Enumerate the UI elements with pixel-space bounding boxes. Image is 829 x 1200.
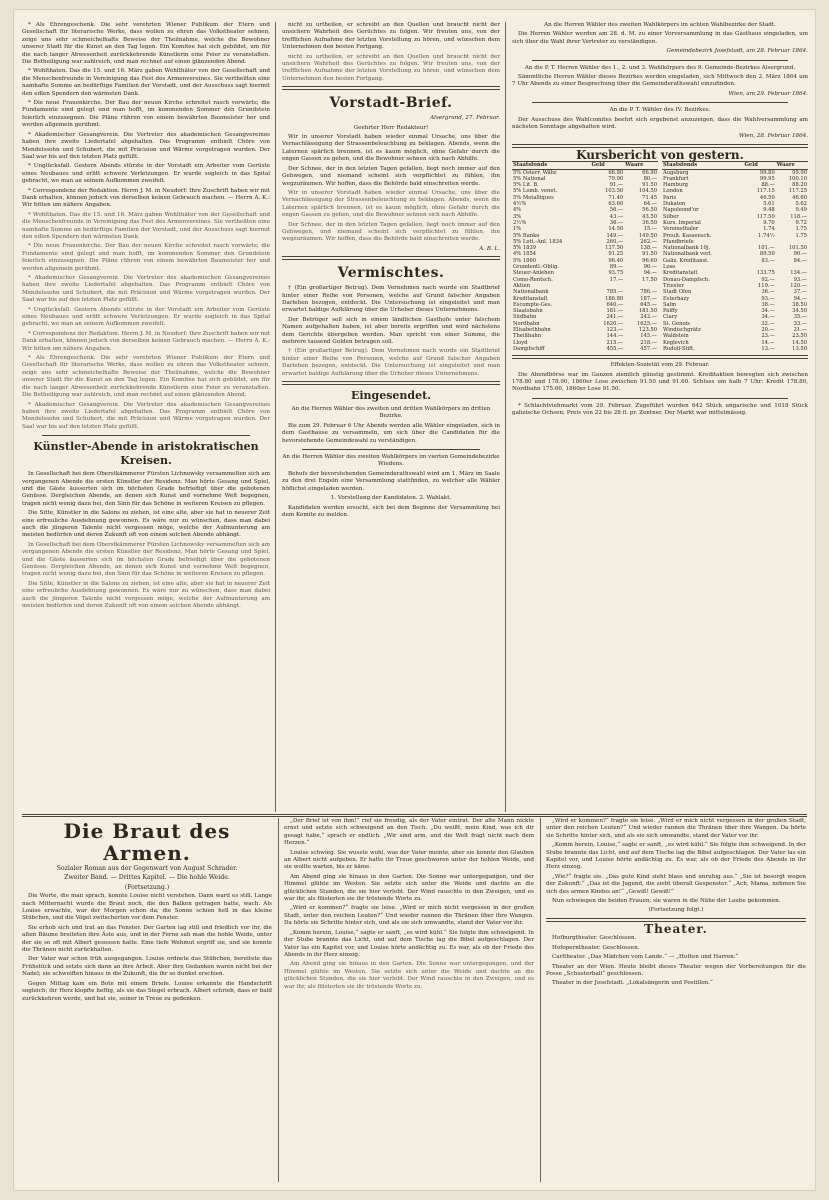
security-name: Lloyd: [513, 339, 528, 346]
theater-listing: Carltheater. „Das Mädchen vom Lande.“ — „Hutten und Harren.“: [552, 954, 739, 961]
news-item: * Wohlthaten. Das die 15. und 16. März gaben Wohlthäter von der Gesellschaft und die Menschenfreunde in Vereinigung das Fest des Armenvereines. Sie vertheilten eine namhafte Summe an bedürftige Familien der Vorstadt, und der Ausschuss sagt hiermit den edlen Spendern den wärmsten Dank.: [22, 211, 270, 240]
price-cell: 137.50: [605, 245, 624, 252]
price-cell: 13.50: [792, 345, 807, 352]
security-name: 5% Lit. B.: [513, 182, 539, 189]
security-name: Escompte-Ges.: [513, 301, 553, 308]
price-cell: 91.—: [609, 182, 624, 189]
news-item: * Akademischer Gesangverein. Die Vertreter des akademischen Gesangvereines haben ihre zweite Liedertafel abgehalten. Das Programm enthielt Chöre von Mendelssohn und Schubert, die mit Präcision und Wärme vorgetragen wurden. Der Saal war bis auf den letzten Platz gefüllt.: [22, 401, 270, 430]
price-cell: 89.50: [759, 251, 775, 258]
price-cell: 43.50: [642, 213, 657, 220]
table-row: [662, 169, 808, 176]
price-cell: 43.—: [609, 213, 624, 220]
security-name: 4% 1854: [513, 251, 537, 258]
news-item: * Unglücksfall. Gestern Abends stürzte in der Vorstadt ein Arbeiter vom Gerüste eines Neubaues und erlitt schwere Verletzungen. Er wurde sogleich in das Spital gebracht, wo man an seinem Aufkommen zweifelt.: [22, 163, 270, 185]
security-name: Salm: [663, 301, 677, 308]
price-cell: 9.49: [795, 207, 807, 214]
price-cell: 187.—: [640, 295, 657, 302]
price-cell: 63.60: [608, 201, 624, 208]
security-name: Frankfurt: [663, 175, 689, 182]
notice-paragraph: Der Ausschuss des Wahlcomites beehrt sich ergebenst anzuzeigen, dass die Wahlversammlung am nächsten Sonntage abgehalten wird.: [512, 116, 808, 131]
price-cell: 94.—: [643, 270, 657, 277]
security-name: 2½%: [513, 219, 527, 226]
security-name: Paris: [663, 194, 677, 201]
price-cell: 119.—: [758, 282, 775, 289]
news-item: * Unglücksfall. Gestern Abends stürzte in der Vorstadt ein Arbeiter vom Gerüste eines Neubaues und erlitt schwere Verletzungen. Er wurde sogleich in das Spital gebracht, wo man an seinem Aufkommen zweifelt.: [22, 306, 270, 328]
news-item: * Akademischer Gesangverein. Die Vertreter des akademischen Gesangvereines haben ihre zweite Liedertafel abgehalten. Das Programm enthielt Chöre von Mendelssohn und Schubert, die mit Präcision und Wärme vorgetragen wurden. Der Saal war bis auf den letzten Platz gefüllt.: [22, 131, 270, 160]
security-name: Pfandbriefe: [663, 238, 694, 245]
article-paragraph: Wir in unserer Vorstadt haben wieder einmal Ursache, uns über die Vernachlässigung der Strassenbeleuchtung zu beklagen. Abends, wenn die Laternen spärlich brennen, ist es kaum möglich, ohne Gefahr durch die engen Gassen zu gehen, und die Bewohner sehnen sich nach Abhilfe.: [282, 189, 500, 219]
security-name: Kurs. Imperial: [663, 219, 701, 226]
novel-paragraph: „Komm herein, Louise,“ sagte er sanft, „es wird kühl.“ Sie folgte ihm schweigend. In der Stube brannte das Licht, und auf dem Tische lag die Bibel aufgeschlagen. Der Vater las ein Kapitel vor, und Louise hörte andächtig zu. Es war, als ob der Friede des Abends in ihr Herz einzog.: [546, 842, 806, 871]
price-cell: 134.—: [790, 270, 807, 277]
price-cell: 218.—: [640, 339, 657, 346]
price-cell: 38.—: [761, 301, 775, 308]
article-paragraph: Die Sitte, Künstler in die Salons zu ziehen, ist eine alte, aber sie hat in neuerer Zeit eine erfreuliche Ausdehnung gewonnen. Es wäre nur zu wünschen, dass man dabei auch die jüngeren Talente nicht vergessen möge, welche der Aufmunterung am meisten bedürfen und deren Zukunft oft von einem solchen Abende abhängt.: [22, 580, 270, 610]
signature: A. B. L.: [479, 245, 500, 252]
notice-date: Wien, 28. Februar 1864.: [738, 133, 808, 140]
price-cell: 181.50: [638, 308, 657, 315]
price-cell: 14.—: [761, 339, 775, 346]
price-cell: 138.—: [640, 245, 657, 252]
newspaper-page: [14, 10, 815, 1190]
price-cell: 123.50: [638, 327, 657, 333]
column-left: [22, 22, 270, 812]
price-cell: 56.50: [642, 207, 657, 214]
security-name: St. Genois: [663, 320, 690, 327]
price-cell: 1.74½: [758, 232, 775, 239]
price-cell: 38.50: [792, 301, 807, 308]
price-cell: 118.—: [790, 213, 807, 220]
news-item: * Correspondenz der Redaktion. Herrn J. M. in Neudorf: Ihre Zuschrift haben wir mit Dank erhalten, können jedoch von derselben keinen Gebrauch machen. — Herrn A. K.: Wir bitten um nähere Angaben.: [22, 330, 270, 352]
notice-date: Gemeindebezirk Josefstadt, am 28. Februar 1864.: [666, 48, 808, 55]
security-name: Waldstein: [663, 333, 689, 340]
price-cell: 149.50: [638, 232, 657, 239]
price-cell: 785.—: [606, 289, 624, 296]
price-cell: 117.25: [788, 188, 807, 195]
price-cell: 34.—: [761, 314, 775, 321]
price-cell: 786.—: [640, 289, 657, 296]
price-cell: 13.—: [761, 345, 775, 352]
price-cell: 92.—: [761, 276, 775, 283]
stock-table-right: [662, 161, 808, 352]
security-name: 5% Lott.-Anl. 1834: [513, 238, 563, 245]
theater-listing: Theater in der Josefstadt. „Lokalsängerin und Postillon.“: [552, 980, 713, 987]
price-cell: 90.—: [643, 264, 657, 271]
price-cell: 99.95: [759, 175, 775, 182]
security-name: Dampfschiff: [513, 345, 545, 352]
section-title: Theater.: [644, 921, 708, 936]
price-cell: 5.61: [763, 201, 775, 208]
notice-paragraph: Bis zum 29. Februar 6 Uhr Abends werden alle Wähler eingeladen, sich in dem Gasthause zu versammeln, um sich über die Candidaten für die bevorstehende Gemeindewahl zu verständigen.: [282, 422, 500, 444]
security-name: Silber: [663, 213, 679, 220]
price-cell: 96.40: [608, 257, 624, 264]
novel-paragraph: „Wird er kommen?“ fragte sie leise. „Wird er mich nicht vergessen in der großen Stadt, unter den reichen Leuten?“ Und wieder rannen die Thränen über ihre Wangen. Da hörte sie Schritte hinter sich, und als sie sich umwandte, stand der Vater vor ihr.: [284, 905, 534, 927]
security-name: Südbahn: [513, 314, 537, 321]
table-header: Staatsfonds: [512, 162, 590, 169]
security-name: Triester: [663, 282, 684, 289]
security-name: Aktien: [513, 282, 531, 289]
security-name: Nationalbank 10j.: [663, 245, 710, 252]
price-cell: 457.—: [640, 345, 657, 352]
price-cell: 34.50: [792, 308, 807, 315]
table-header: Staatsfonds: [662, 162, 744, 169]
table-header: Waare: [776, 162, 808, 169]
price-cell: 90.—: [793, 251, 807, 258]
price-cell: 35.—: [793, 314, 807, 321]
theater-listing: Hofoperntheater. Geschlossen.: [552, 944, 640, 951]
price-cell: 66.80: [608, 169, 624, 176]
article-paragraph: Der Betrüger soll sich in einem ländlichen Gasthofe unter falschem Namen aufgehalten haben, ist aber bereits ergriffen und wird nächstens dem Gerichte übergeben werden. Man spricht von einer Summe, die mehrere tausend Gulden betragen soll.: [282, 316, 500, 345]
price-cell: 123.—: [606, 327, 624, 333]
security-name: 5% National: [513, 175, 546, 182]
security-name: Donau-Dampfsch.: [663, 276, 710, 283]
security-name: Preuß. Kassensch.: [663, 232, 712, 239]
novel-paragraph: Sie erhob sich und trat an das Fenster. Der Garten lag still und friedlich vor ihr, die alten Bäume breiteten ihre Äste aus, und in der Ferne sah man die hohle Weide, unter der sie so oft mit Albert gesessen hatte. Eine tiefe Wehmut ergriff sie, und sie konnte die Thränen nicht zurückhalten.: [22, 924, 272, 954]
security-name: Como-Rentsch.: [513, 276, 553, 283]
price-cell: 32.—: [761, 320, 775, 327]
price-cell: 1.75: [795, 232, 807, 239]
security-name: Napoleond'or: [663, 207, 699, 214]
notice-heading: An die P. T. Wähler des IV. Bezirkes.: [609, 107, 711, 114]
notice-paragraph: Sämmtliche Herren Wähler dieses Bezirkes werden eingeladen, sich Mittwoch den 2. März 1864 um 7 Uhr Abends zu einer Besprechung über die Gemeinderathswahl einzufinden.: [512, 74, 808, 88]
price-cell: 120.—: [790, 282, 807, 289]
theater-listing: Theater an der Wien. Heute bleibt dieses Theater wegen der Vorbereitungen für die Posse „Schusterball“ geschlossen.: [546, 963, 806, 977]
price-cell: 145.—: [640, 333, 657, 340]
notice-heading: Effekten-Sozietät vom 29. Februar.: [610, 362, 710, 369]
price-cell: 215.—: [606, 339, 624, 346]
security-name: Esterházy: [663, 295, 690, 302]
notice-date: Wien, am 29. Februar 1864.: [728, 90, 808, 97]
feuilleton-column: [284, 818, 534, 1182]
price-cell: 88.—: [761, 182, 775, 189]
price-cell: 9.72: [795, 219, 807, 226]
price-cell: 99.80: [759, 169, 775, 176]
article-paragraph: Die Sitte, Künstler in die Salons zu ziehen, ist eine alte, aber sie hat in neuerer Zeit eine erfreuliche Ausdehnung gewonnen. Es wäre nur zu wünschen, dass man dabei auch die jüngeren Talente nicht vergessen möge, welche der Aufmunterung am meisten bedürfen und deren Zukunft oft von einem solchen Abende abhängt.: [22, 510, 270, 539]
security-name: 5% Banko: [513, 232, 540, 239]
security-name: 5% 1860: [513, 257, 537, 264]
price-cell: 91.50: [642, 182, 657, 189]
news-item: * Die neue Frauenkirche. Der Bau der neuen Kirche schreitet rasch vorwärts; die Fundamente sind gelegt und man hofft, im kommenden Sommer den Grundstein feierlich einzusegnen. Die Pläne rühren von einem bewährten Baumeister her und werden allgemein gerühmt.: [22, 100, 270, 129]
article-paragraph: † (Ein großartiger Betrug). Dem Vernehmen nach wurde ein Stadtbrief hinter einer Reihe von Personen, welche auf Grund falscher Angaben Darlehen bezogen, entdeckt. Die Untersuchung ist eingeleitet und man erwartet baldige Aufklärung über die Urheber dieses Unternehmens.: [282, 285, 500, 314]
price-cell: 1.74: [763, 226, 775, 233]
section-title: Künstler-Abende in aristokratischen Kreisen.: [33, 440, 259, 468]
to-be-continued: (Fortsetzung folgt.): [648, 907, 704, 914]
security-name: Steuer-Anlehen: [513, 270, 554, 277]
price-cell: 17.50: [642, 276, 657, 283]
novel-chapter: Zweiter Band. — Drittes Kapitel. — Die hohle Weide.: [64, 874, 230, 882]
price-cell: 93.—: [793, 276, 807, 283]
section-title: Eingesendet.: [350, 389, 432, 403]
price-cell: 93.—: [761, 295, 775, 302]
table-row: [512, 169, 658, 176]
security-name: Galiz. Kreditanst.: [663, 257, 709, 264]
price-cell: 640.—: [606, 301, 624, 308]
price-cell: 1625.—: [636, 320, 657, 327]
news-item: nicht zu urtheilen, er schreibt an den Quellen und braucht nicht der unsichern Wahrheit des Gerüchtes zu folgen. Wir freuten uns, von der trefflichen Aufnahme der letzten Vorstellung zu hören, und wünschen dem Unternehmen den besten Fortgang.: [282, 53, 500, 82]
security-name: Clary: [663, 314, 678, 321]
price-cell: 71.45: [642, 194, 657, 201]
price-cell: 1.75: [795, 226, 807, 233]
section-title: Vorstadt-Brief.: [329, 95, 453, 112]
column-middle: [282, 22, 500, 812]
news-item: * Wohlthaten. Das die 15. und 16. März gaben Wohlthäter von der Gesellschaft und die Menschenfreunde in Vereinigung das Fest des Armenvereines. Sie vertheilten eine namhafte Summe an bedürftige Familien der Vorstadt, und der Ausschuss sagt hiermit den edlen Spendern den wärmsten Dank.: [22, 68, 270, 97]
stock-table-left: [512, 161, 658, 352]
novel-paragraph: Der Vater war schon früh ausgegangen. Louise ordnete das Stübchen, bereitete das Frühstück und setzte sich dann an ihre Arbeit. Aber ihre Gedanken waren nicht bei der Nadel; sie schweiften hinaus in die Zukunft, die ihr so dunkel erschien.: [22, 956, 272, 978]
security-name: Hamburg: [663, 182, 688, 189]
security-name: Theißbahn: [513, 333, 542, 340]
salutation: Geehrter Herr Redakteur!: [353, 124, 429, 131]
notice-heading: An die Herren Wähler des zweiten Wahlkörpers im achten Wahlbezirke der Stadt.: [544, 22, 776, 28]
price-cell: 14.50: [608, 226, 624, 233]
price-cell: 181.—: [606, 308, 624, 315]
security-name: Nationalbank: [513, 289, 549, 296]
security-name: Rudolf-Stift.: [663, 345, 695, 352]
price-cell: 34.—: [761, 308, 775, 315]
price-cell: 645.—: [640, 301, 657, 308]
price-cell: 1620.—: [603, 320, 624, 327]
security-name: Elisabethbahn: [513, 327, 551, 333]
price-cell: 23.50: [792, 333, 807, 340]
price-cell: 14.50: [792, 339, 807, 346]
security-name: Grundentl.-Oblig.: [513, 264, 560, 271]
novel-paragraph: Nun schwiegen die beiden Frauen; sie waren in die Nähe der Laube gekommen.: [552, 898, 781, 905]
news-item: * Correspondenz der Redaktion. Herrn J. M. in Neudorf: Ihre Zuschrift haben wir mit Dank erhalten, können jedoch von derselben keinen Gebrauch machen. — Herrn A. K.: Wir bitten um nähere Angaben.: [22, 187, 270, 209]
security-name: Nordbahn: [513, 320, 540, 327]
price-cell: 149.—: [606, 232, 624, 239]
price-cell: 144.—: [606, 333, 624, 340]
price-cell: 93.75: [608, 270, 624, 277]
notice-heading: An die Herren Wähler des zweiten und dritten Wahlkörpers im dritten Bezirke.: [291, 406, 491, 420]
price-cell: 91.50: [642, 251, 657, 258]
security-name: 4½%: [513, 201, 527, 208]
novel-paragraph: Die Worte, die man sprach, konnte Louise nicht verstehen. Dann ward es still. Lange nach Mitternacht wurde die Braut noch, die den Balken getragen hatte, wach. Als Louise erwachte, war der Morgen schon da; die Sonne schien hell in das kleine Stübchen, und die Vögel zwitscherten vor dem Fenster.: [22, 893, 272, 922]
security-name: London: [663, 188, 683, 195]
article-paragraph: In Gesellschaft bei dem Oberstkämmerer Fürsten Lichnowsky versammelten sich am vergangenen Abende die ersten Künstler der Residenz. Man hörte Gesang und Spiel, und die Gäste äusserten sich im höchsten Grade befriedigt über die gebotenen Genüsse. Dergleichen Abende, an denen sich Kunst und vornehme Welt begegnen, tragen nicht wenig dazu bei, den Sinn für das Schöne in weiteren Kreisen zu pflegen.: [22, 471, 270, 507]
price-cell: 94.—: [793, 295, 807, 302]
article-paragraph: Der Schnee, der in den letzten Tagen gefallen, liegt noch immer auf den Gehwegen, und niemand scheint sich verpflichtet zu fühlen, ihn wegzuräumen. Wir hoffen, dass die Behörde bald einschreiten werde.: [282, 165, 500, 187]
novel-paragraph: „Wie?“ fragte sie. „Das gute Kind sieht blass und unruhig aus.“ „Sie ist besorgt wegen der Zukunft.“ „Das ist die Jugend, die sieht überall Gespenster.“ „Ach, Mama, nehmen Sie sich des armen Kindes an!“ „Gewiß! Gewiß!“: [546, 873, 806, 895]
security-name: 5% 1839: [513, 245, 537, 252]
price-cell: 46.60: [792, 194, 807, 201]
price-cell: 37.—: [793, 289, 807, 296]
security-name: Dukaten: [663, 201, 686, 208]
table-row: [662, 346, 808, 352]
price-cell: 36.—: [609, 219, 624, 226]
security-name: Kreditanstalt: [663, 270, 698, 277]
price-cell: 104.50: [638, 188, 657, 195]
article-paragraph: In Gesellschaft bei dem Oberstkämmerer Fürsten Lichnowsky versammelten sich am vergangenen Abende die ersten Künstler der Residenz. Man hörte Gesang und Spiel, und die Gäste äusserten sich im höchsten Grade befriedigt über die gebotenen Genüsse. Dergleichen Abende, an denen sich Kunst und vornehme Welt begegnen, tragen nicht wenig dazu bei, den Sinn für das Schöne in weiteren Kreisen zu pflegen.: [22, 541, 270, 578]
price-cell: 103.50: [605, 188, 624, 195]
security-name: 5% Lomb. venet.: [513, 188, 558, 195]
price-cell: 242.—: [640, 314, 657, 321]
security-name: Stadt Ofen: [663, 289, 692, 296]
table-row: [512, 346, 658, 352]
notice-paragraph: Die Herren Wähler werden am 28. d. M. zu einer Vorversammlung in das Gasthaus eingeladen, um sich über die Wahl ihrer Vertreter zu verständigen.: [512, 31, 808, 45]
news-item: nicht zu urtheilen, er schreibt an den Quellen und braucht nicht der unsichern Wahrheit des Gerüchtes zu folgen. Wir freuten uns, von der trefflichen Aufnahme der letzten Vorstellung zu hören, und wünschen dem Unternehmen den besten Fortgang.: [282, 22, 500, 51]
table-header: Waare: [624, 162, 658, 169]
novel-paragraph: Am Abend ging sie hinaus in den Garten. Die Sonne war untergegangen, und der Himmel glühte im Westen. Sie setzte sich unter die Weide und dachte an die glücklichen Stunden, die sie hier verlebt. Der Wind rauschte in den Zweigen, und es war ihr, als flüsterten sie ihr tröstende Worte zu.: [284, 961, 534, 990]
price-cell: 101.—: [758, 245, 775, 252]
price-cell: 262.—: [640, 238, 657, 245]
price-cell: 117.50: [756, 213, 775, 220]
novel-paragraph: Am Abend ging sie hinaus in den Garten. Die Sonne war untergegangen, und der Himmel glühte im Westen. Sie setzte sich unter die Weide und dachte an die glücklichen Stunden, die sie hier verlebt. Der Wind rauschte in den Zweigen, und es war ihr, als flüsterten sie ihr tröstende Worte zu.: [284, 873, 534, 903]
price-cell: 36.—: [761, 289, 775, 296]
price-cell: 100.10: [788, 175, 807, 182]
security-name: Nationalbank verl.: [663, 251, 712, 258]
news-item: * Als Ehrengeschenk. Die sehr verehrten Wiener Publikum der Etern und Gesellschaft für literarische Werke, dass wollen zu ehren das Volkstheater sehnen, zeige uns sehr schmeichelhafte Beweise der Theilnahme, welche die Bewohner unserer Stadt für die Kunst an den Tag legen. Ein Komitee hat sich gebildet, um für die nach langer Abwesenheit zurückkehrende Künstlerin eine Feier zu veranstalten. Die Betheiligung war zahlreich, und man rechnet auf einen glänzenden Abend.: [22, 355, 270, 399]
price-cell: 9.48: [763, 207, 775, 214]
price-cell: 56.—: [609, 207, 624, 214]
feuilleton: [22, 818, 807, 1182]
price-cell: 133.75: [756, 270, 775, 277]
feuilleton-column: [546, 818, 806, 1182]
article-paragraph: Der Schnee, der in den letzten Tagen gefallen, liegt noch immer auf den Gehwegen, und niemand scheint sich verpflichtet zu fühlen, ihn wegzuräumen. Wir hoffen, dass die Behörde bald einschreiten werde.: [282, 221, 500, 243]
price-cell: 96.60: [642, 257, 657, 264]
news-item: * Akademischer Gesangverein. Die Vertreter des akademischen Gesangvereines haben ihre zweite Liedertafel abgehalten. Das Programm enthielt Chöre von Mendelssohn und Schubert, die mit Präcision und Wärme vorgetragen wurden. Der Saal war bis auf den letzten Platz gefüllt.: [22, 275, 270, 304]
security-name: Lose: [663, 264, 676, 271]
novel-paragraph: Gegen Mittag kam ein Bote mit einem Briefe. Louise erkannte die Handschrift sogleich; ihr Herz klopfte heftig, als sie das Siegel erbrach. Albert schrieb, dass er bald zurückkehren werde, und bat sie, seiner in Treue zu gedenken.: [22, 980, 272, 1002]
dateline: Alsergrund, 27. Februar.: [430, 115, 500, 122]
article-paragraph: Wir in unserer Vorstadt haben wieder einmal Ursache, uns über die Vernachlässigung der Strassenbeleuchtung zu beklagen. Abends, wenn die Laternen spärlich brennen, ist es kaum möglich, ohne Gefahr durch die engen Gassen zu gehen, und die Bewohner sehnen sich nach Abhilfe.: [282, 134, 500, 163]
table-header: Geld: [744, 162, 776, 169]
novel-continuation: (Fortsetzung.): [124, 883, 170, 891]
price-cell: 260.—: [606, 238, 624, 245]
price-cell: 20.—: [761, 327, 775, 333]
price-cell: 71.40: [608, 194, 624, 201]
column-right: [512, 22, 808, 812]
price-cell: 80.—: [643, 175, 657, 182]
price-cell: 64.—: [643, 201, 657, 208]
market-report: * Schlachtviehmarkt vom 29. Februar. Zugeführt wurden 642 Stück ungarische und 1018 Stück galizische Ochsen; Preis von 22 bis 28 fl. pr. Zentner. Der Markt war mittelmässig.: [512, 402, 808, 417]
price-cell: 36.50: [642, 219, 657, 226]
notice-heading: An die Herren Wähler des zweiten Wahlkörpers im vierten Gemeindebezirke Wiedens.: [282, 454, 500, 468]
security-name: Keglevich: [663, 339, 689, 346]
section-title: Vermischtes.: [337, 265, 445, 282]
price-cell: 88.20: [792, 182, 807, 189]
agenda: 1. Vorstellung der Kandidaten. 2. Wahlakt.: [330, 495, 452, 502]
theater-listing: Hofburgtheater. Geschlossen.: [552, 935, 637, 942]
notice-heading: An die P. T. Herren Wähler des 1., 2. und 3. Wahlkörpers des 9. Gemeinde-Bezirkes Alsergrund.: [524, 64, 796, 71]
security-name: 3%: [513, 213, 522, 220]
price-cell: 21.—: [793, 327, 807, 333]
price-cell: 84.—: [793, 257, 807, 264]
feuilleton-column: [22, 818, 272, 1182]
price-cell: 101.50: [788, 245, 807, 252]
price-cell: 17.—: [609, 276, 624, 283]
price-cell: 83.—: [761, 257, 775, 264]
section-title: Kursbericht von gestern.: [576, 147, 744, 162]
price-cell: 15.—: [643, 226, 657, 233]
price-cell: 79.90: [608, 175, 624, 182]
novel-subtitle: Sozialer Roman aus der Gegenwart von August Schrader.: [56, 865, 238, 872]
notice-paragraph: Behufs der bevorstehenden Gemeinderathswahl wird am 1. März im Saale zu den drei Engeln eine Versammlung stattfinden, zu welcher alle Wähler höflichst eingeladen werden.: [282, 470, 500, 492]
news-item: * Die neue Frauenkirche. Der Bau der neuen Kirche schreitet rasch vorwärts; die Fundamente sind gelegt und man hofft, im kommenden Sommer den Grundstein feierlich einzusegnen. Die Pläne rühren von einem bewährten Baumeister her und werden allgemein gerühmt.: [22, 243, 270, 272]
price-cell: 117.15: [756, 188, 775, 195]
price-cell: 5.62: [795, 201, 807, 208]
price-cell: 241.—: [606, 314, 624, 321]
security-name: Vereinsthaler: [663, 226, 699, 233]
security-name: 5% Österr. Währ.: [513, 169, 558, 176]
table-header: Geld: [590, 162, 624, 169]
price-cell: 46.50: [759, 194, 775, 201]
novel-title: Die Braut des Armen.: [63, 819, 231, 865]
stock-report: [512, 161, 808, 352]
market-report: Die Abendbörse war im Ganzen ziemlich günstig gestimmt. Kreditaktien bewegten sich zwischen 178.80 und 178.90, 1860er Lose zwischen 91.50 und 91.60. Schluss um halb 7 Uhr: Kredit 178.80, Nordbahn 175.60, 1860er Lose 91.50.: [512, 371, 808, 393]
price-cell: 455.—: [606, 345, 624, 352]
price-cell: 9.70: [763, 219, 775, 226]
security-name: Kreditanstalt: [513, 295, 548, 302]
price-cell: 33.—: [793, 320, 807, 327]
price-cell: 186.80: [605, 295, 624, 302]
news-item: * Als Ehrengeschenk. Die sehr verehrten Wiener Publikum der Etern und Gesellschaft für literarische Werke, dass wollen zu ehren das Volkstheater sehnen, zeige uns sehr schmeichelhafte Beweise der Theilnahme, welche die Bewohner unserer Stadt für die Kunst an den Tag legen. Ein Komitee hat sich gebildet, um für die nach langer Abwesenheit zurückkehrende Künstlerin eine Feier zu veranstalten. Die Betheiligung war zahlreich, und man rechnet auf einen glänzenden Abend.: [22, 22, 270, 66]
security-name: Augsburg: [663, 169, 689, 176]
notice-paragraph: Kandidaten werden ersucht, sich bei dem Beginne der Versammlung bei dem Komite zu melden.: [282, 504, 500, 518]
price-cell: 99.90: [792, 169, 807, 176]
novel-paragraph: „Komm herein, Louise,“ sagte er sanft, „es wird kühl.“ Sie folgte ihm schweigend. In der Stube brannte das Licht, und auf dem Tische lag die Bibel aufgeschlagen. Der Vater las ein Kapitel vor, und Louise hörte andächtig zu. Es war, als ob der Friede des Abends in ihr Herz einzog.: [284, 929, 534, 958]
novel-paragraph: „Der Brief ist von ihm!“ rief sie freudig, als der Vater eintrat. Der alte Mann nickte ernst und setzte sich schweigend an den Tisch. „Du weißt, mein Kind, was ich dir gesagt habe,“ sprach er endlich. „Wir sind arm, und die Welt fragt nicht nach dem Herzen.“: [284, 818, 534, 847]
price-cell: 23.—: [761, 333, 775, 340]
novel-paragraph: Louise schwieg. Sie wusste wohl, was der Vater meinte, aber sie konnte den Glauben an Albert nicht aufgeben. Er hatte ihr Treue geschworen unter der hohlen Weide, und sie wollte warten, bis er käme.: [284, 849, 534, 871]
price-cell: 66.90: [642, 169, 657, 176]
security-name: 1%: [513, 226, 522, 233]
security-name: Pálffy: [663, 308, 678, 315]
security-name: Staatsbahn: [513, 308, 543, 315]
security-name: Windischgrätz: [663, 327, 701, 333]
novel-paragraph: „Wird er kommen?“ fragte sie leise. „Wird er mich nicht vergessen in der großen Stadt, unter den reichen Leuten?“ Und wieder rannen die Thränen über ihre Wangen. Da hörte sie Schritte hinter sich, und als sie sich umwandte, stand der Vater vor ihr.: [546, 818, 806, 839]
price-cell: 91.25: [608, 251, 624, 258]
security-name: 5% Metalliques: [513, 194, 554, 201]
article-paragraph: † (Ein großartiger Betrug). Dem Vernehmen nach wurde ein Stadtbrief hinter einer Reihe von Personen, welche auf Grund falscher Angaben Darlehen bezogen, entdeckt. Die Untersuchung ist eingeleitet und man erwartet baldige Aufklärung über die Urheber dieses Unternehmens.: [282, 348, 500, 377]
price-cell: 89.—: [609, 264, 624, 271]
security-name: 4%: [513, 207, 522, 214]
